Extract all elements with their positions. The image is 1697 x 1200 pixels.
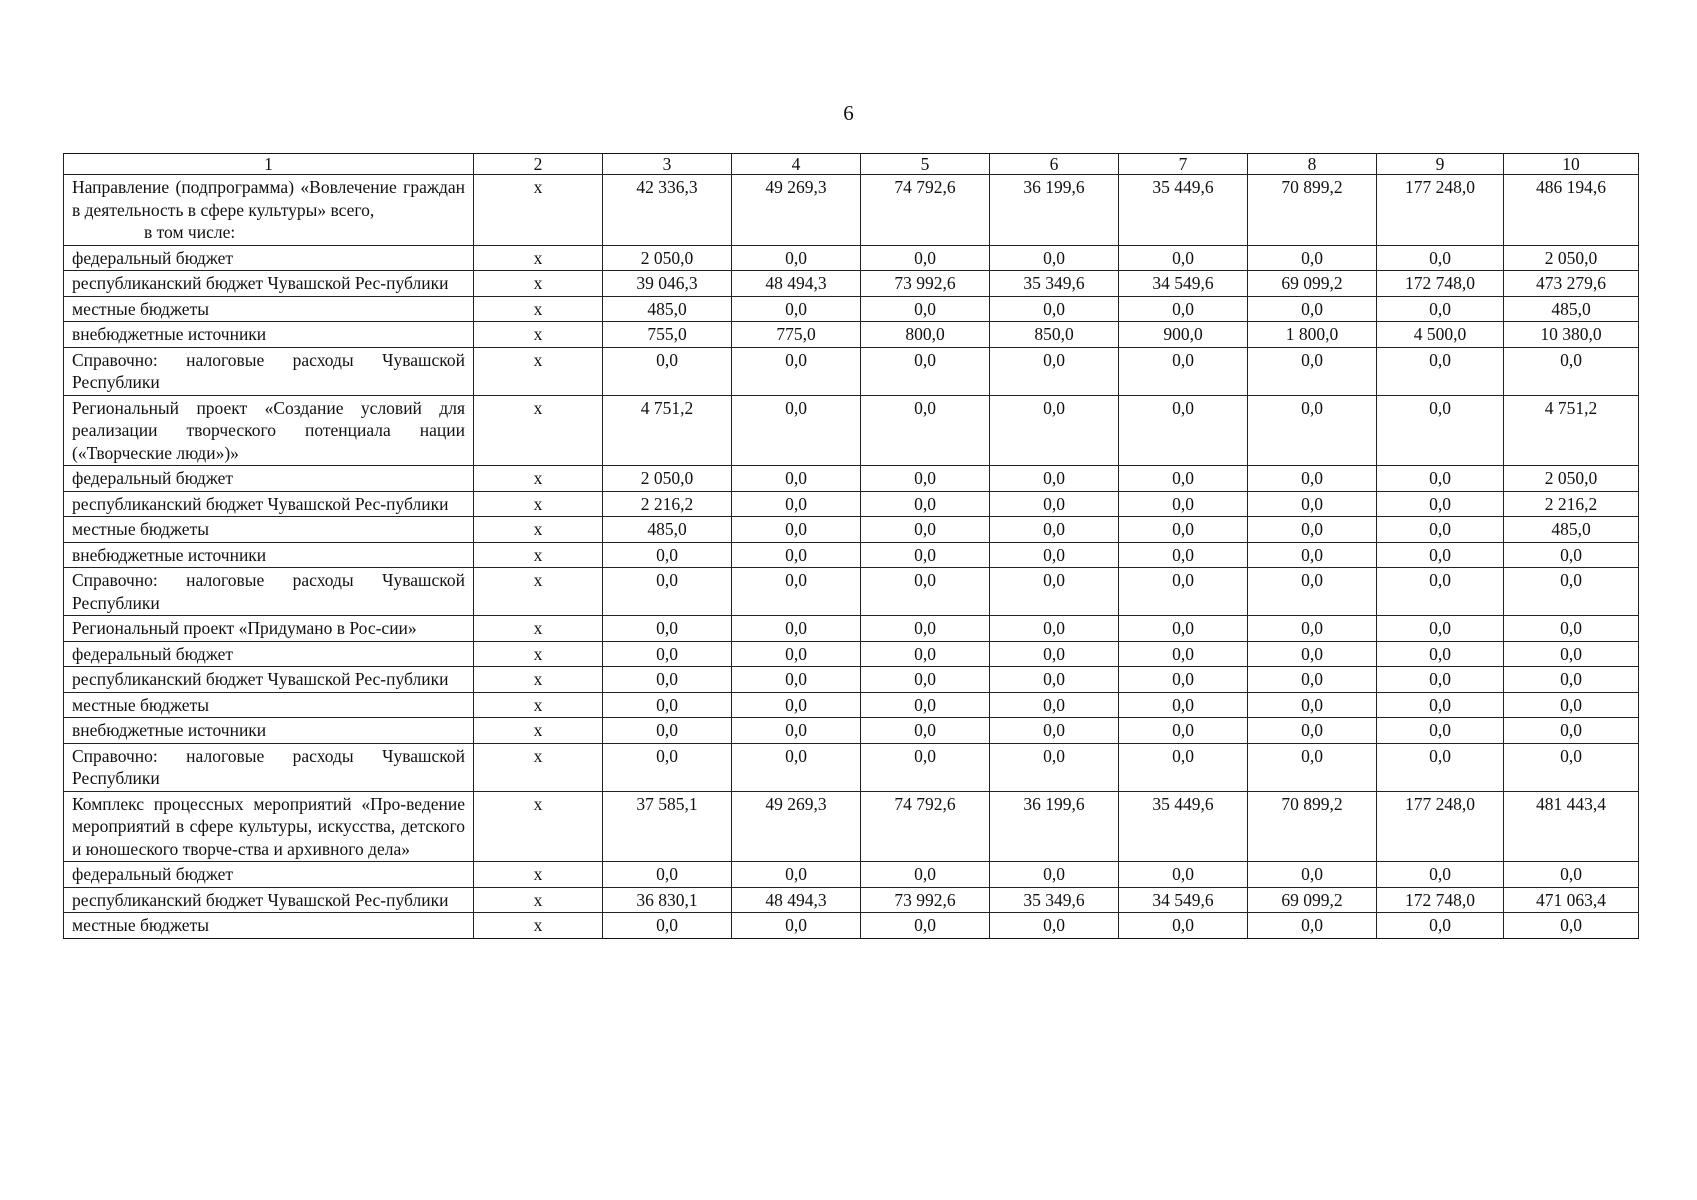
value-cell-col-9: 172 748,0 [1377, 271, 1504, 297]
row-label-text: внебюджетные источники [72, 720, 267, 740]
value-cell-col-8: 0,0 [1248, 347, 1377, 395]
value-cell-col-5: 0,0 [861, 466, 990, 492]
value-cell-col-5: 0,0 [861, 913, 990, 939]
value-cell-col-3: 36 830,1 [603, 887, 732, 913]
value-cell-col-6: 0,0 [990, 395, 1119, 466]
value-cell-col-9: 0,0 [1377, 616, 1504, 642]
column-header-9: 9 [1377, 154, 1504, 175]
value-cell-col-4: 0,0 [732, 491, 861, 517]
value-cell-col-3: 0,0 [603, 692, 732, 718]
row-label-text: федеральный бюджет [72, 864, 234, 884]
column-header-2: 2 [474, 154, 603, 175]
value-cell-col-10: 0,0 [1504, 347, 1639, 395]
value-cell-col-9: 0,0 [1377, 466, 1504, 492]
value-cell-col-10: 0,0 [1504, 568, 1639, 616]
row-label [64, 667, 474, 693]
value-cell-col-3: 37 585,1 [603, 791, 732, 862]
value-cell-col-7: 0,0 [1119, 862, 1248, 888]
row-label-text: Справочно: налоговые расходы Чувашской Республики [72, 745, 465, 788]
row-code: x [474, 296, 603, 322]
value-cell-col-4: 49 269,3 [732, 175, 861, 246]
value-cell-col-7: 0,0 [1119, 542, 1248, 568]
row-label [64, 887, 474, 913]
row-code: x [474, 491, 603, 517]
value-cell-col-9: 0,0 [1377, 692, 1504, 718]
value-cell-col-3: 0,0 [603, 862, 732, 888]
column-header-3: 3 [603, 154, 732, 175]
value-cell-col-6: 36 199,6 [990, 791, 1119, 862]
table-row [64, 568, 1639, 616]
row-label [64, 466, 474, 492]
value-cell-col-7: 0,0 [1119, 491, 1248, 517]
table-row [64, 517, 1639, 543]
row-code: x [474, 791, 603, 862]
value-cell-col-5: 0,0 [861, 641, 990, 667]
row-label-text: местные бюджеты [72, 694, 209, 715]
value-cell-col-6: 850,0 [990, 322, 1119, 348]
value-cell-col-9: 0,0 [1377, 667, 1504, 693]
row-label [64, 641, 474, 667]
value-cell-col-5: 74 792,6 [861, 791, 990, 862]
table-row [64, 466, 1639, 492]
value-cell-col-9: 0,0 [1377, 395, 1504, 466]
value-cell-col-10: 0,0 [1504, 542, 1639, 568]
value-cell-col-5: 0,0 [861, 296, 990, 322]
value-cell-col-10: 2 050,0 [1504, 466, 1639, 492]
column-header-6: 6 [990, 154, 1119, 175]
value-cell-col-7: 0,0 [1119, 641, 1248, 667]
value-cell-col-6: 35 349,6 [990, 271, 1119, 297]
value-cell-col-5: 0,0 [861, 743, 990, 791]
table-row [64, 245, 1639, 271]
value-cell-col-6: 0,0 [990, 667, 1119, 693]
value-cell-col-10: 0,0 [1504, 913, 1639, 939]
value-cell-col-6: 0,0 [990, 296, 1119, 322]
value-cell-col-9: 177 248,0 [1377, 791, 1504, 862]
value-cell-col-7: 0,0 [1119, 568, 1248, 616]
value-cell-col-9: 0,0 [1377, 245, 1504, 271]
row-code: x [474, 887, 603, 913]
row-label [64, 322, 474, 348]
value-cell-col-7: 35 449,6 [1119, 791, 1248, 862]
value-cell-col-9: 0,0 [1377, 347, 1504, 395]
value-cell-col-8: 0,0 [1248, 692, 1377, 718]
table-row [64, 718, 1639, 744]
value-cell-col-7: 0,0 [1119, 245, 1248, 271]
value-cell-col-3: 0,0 [603, 913, 732, 939]
value-cell-col-6: 0,0 [990, 466, 1119, 492]
row-code: x [474, 862, 603, 888]
value-cell-col-6: 35 349,6 [990, 887, 1119, 913]
value-cell-col-4: 0,0 [732, 296, 861, 322]
value-cell-col-4: 775,0 [732, 322, 861, 348]
column-header-5: 5 [861, 154, 990, 175]
value-cell-col-7: 0,0 [1119, 718, 1248, 744]
column-header-7: 7 [1119, 154, 1248, 175]
value-cell-col-8: 0,0 [1248, 542, 1377, 568]
value-cell-col-9: 0,0 [1377, 542, 1504, 568]
value-cell-col-7: 0,0 [1119, 517, 1248, 543]
value-cell-col-3: 0,0 [603, 347, 732, 395]
row-label-text: федеральный бюджет [72, 247, 234, 268]
header-row [64, 154, 1639, 175]
row-label-text: местные бюджеты [72, 519, 209, 539]
value-cell-col-9: 0,0 [1377, 491, 1504, 517]
row-label-text: республиканский бюджет Чувашской Рес-публики [72, 273, 449, 293]
row-label-text: местные бюджеты [72, 915, 209, 935]
row-code: x [474, 743, 603, 791]
value-cell-col-6: 0,0 [990, 641, 1119, 667]
table-row [64, 347, 1639, 395]
table-row [64, 887, 1639, 913]
row-label-text: Справочно: налоговые расходы Чувашской Республики [72, 349, 465, 392]
row-code: x [474, 616, 603, 642]
value-cell-col-10: 0,0 [1504, 862, 1639, 888]
value-cell-col-10: 2 050,0 [1504, 245, 1639, 271]
value-cell-col-7: 0,0 [1119, 913, 1248, 939]
value-cell-col-9: 0,0 [1377, 641, 1504, 667]
value-cell-col-5: 800,0 [861, 322, 990, 348]
value-cell-col-6: 0,0 [990, 347, 1119, 395]
row-code: x [474, 347, 603, 395]
value-cell-col-7: 34 549,6 [1119, 887, 1248, 913]
row-label-text: Комплекс процессных мероприятий «Про-ведение мероприятий в сфере культуры, искусства, детского и юношеского творче-ства и архивного дела» [72, 793, 465, 859]
value-cell-col-10: 0,0 [1504, 616, 1639, 642]
value-cell-col-6: 0,0 [990, 542, 1119, 568]
value-cell-col-8: 0,0 [1248, 718, 1377, 744]
value-cell-col-7: 35 449,6 [1119, 175, 1248, 246]
value-cell-col-3: 4 751,2 [603, 395, 732, 466]
value-cell-col-4: 49 269,3 [732, 791, 861, 862]
row-label [64, 718, 474, 744]
value-cell-col-3: 0,0 [603, 718, 732, 744]
row-code: x [474, 322, 603, 348]
value-cell-col-6: 0,0 [990, 913, 1119, 939]
table-row [64, 616, 1639, 642]
value-cell-col-3: 2 050,0 [603, 245, 732, 271]
value-cell-col-3: 0,0 [603, 743, 732, 791]
value-cell-col-7: 0,0 [1119, 296, 1248, 322]
row-label [64, 347, 474, 395]
row-label [64, 175, 474, 246]
row-label [64, 271, 474, 297]
row-code: x [474, 667, 603, 693]
value-cell-col-4: 0,0 [732, 347, 861, 395]
value-cell-col-4: 0,0 [732, 862, 861, 888]
value-cell-col-6: 0,0 [990, 568, 1119, 616]
value-cell-col-8: 0,0 [1248, 517, 1377, 543]
row-label [64, 743, 474, 791]
row-code: x [474, 175, 603, 246]
value-cell-col-5: 0,0 [861, 568, 990, 616]
row-label-text: республиканский бюджет Чувашской Рес-публики [72, 669, 449, 689]
table-row [64, 791, 1639, 862]
value-cell-col-5: 0,0 [861, 395, 990, 466]
value-cell-col-7: 900,0 [1119, 322, 1248, 348]
value-cell-col-3: 485,0 [603, 296, 732, 322]
row-label-text: федеральный бюджет [72, 643, 234, 664]
value-cell-col-3: 2 050,0 [603, 466, 732, 492]
row-label [64, 245, 474, 271]
row-label-text: внебюджетные источники [72, 544, 267, 565]
value-cell-col-8: 0,0 [1248, 641, 1377, 667]
value-cell-col-4: 0,0 [732, 568, 861, 616]
value-cell-col-8: 70 899,2 [1248, 175, 1377, 246]
table-row [64, 692, 1639, 718]
value-cell-col-10: 486 194,6 [1504, 175, 1639, 246]
value-cell-col-8: 0,0 [1248, 862, 1377, 888]
value-cell-col-8: 0,0 [1248, 568, 1377, 616]
value-cell-col-9: 0,0 [1377, 743, 1504, 791]
column-header-1: 1 [64, 154, 474, 175]
column-header-10: 10 [1504, 154, 1639, 175]
value-cell-col-4: 0,0 [732, 718, 861, 744]
value-cell-col-7: 0,0 [1119, 347, 1248, 395]
value-cell-col-3: 39 046,3 [603, 271, 732, 297]
value-cell-col-4: 0,0 [732, 245, 861, 271]
value-cell-col-10: 0,0 [1504, 667, 1639, 693]
value-cell-col-9: 177 248,0 [1377, 175, 1504, 246]
value-cell-col-4: 0,0 [732, 466, 861, 492]
row-label [64, 913, 474, 939]
value-cell-col-8: 0,0 [1248, 616, 1377, 642]
value-cell-col-5: 0,0 [861, 491, 990, 517]
row-code: x [474, 641, 603, 667]
value-cell-col-9: 4 500,0 [1377, 322, 1504, 348]
value-cell-col-7: 0,0 [1119, 466, 1248, 492]
value-cell-col-8: 0,0 [1248, 395, 1377, 466]
row-label-text: Региональный проект «Создание условий для реализации творческого потенциала нации («Творческие люди»)» [72, 397, 465, 463]
table-row [64, 271, 1639, 297]
value-cell-col-6: 0,0 [990, 245, 1119, 271]
value-cell-col-10: 0,0 [1504, 641, 1639, 667]
row-code: x [474, 692, 603, 718]
row-label [64, 692, 474, 718]
row-label [64, 616, 474, 642]
value-cell-col-8: 0,0 [1248, 491, 1377, 517]
value-cell-col-9: 0,0 [1377, 517, 1504, 543]
budget-table [63, 153, 1639, 939]
value-cell-col-10: 473 279,6 [1504, 271, 1639, 297]
value-cell-col-10: 481 443,4 [1504, 791, 1639, 862]
table-row [64, 491, 1639, 517]
value-cell-col-8: 0,0 [1248, 743, 1377, 791]
value-cell-col-3: 0,0 [603, 542, 732, 568]
value-cell-col-5: 0,0 [861, 692, 990, 718]
value-cell-col-3: 0,0 [603, 641, 732, 667]
value-cell-col-4: 0,0 [732, 641, 861, 667]
value-cell-col-10: 485,0 [1504, 517, 1639, 543]
row-label [64, 862, 474, 888]
value-cell-col-4: 0,0 [732, 542, 861, 568]
value-cell-col-8: 0,0 [1248, 296, 1377, 322]
value-cell-col-5: 0,0 [861, 517, 990, 543]
value-cell-col-5: 73 992,6 [861, 271, 990, 297]
row-sublabel: в том числе: [144, 222, 236, 242]
value-cell-col-10: 4 751,2 [1504, 395, 1639, 466]
value-cell-col-6: 0,0 [990, 692, 1119, 718]
value-cell-col-4: 0,0 [732, 743, 861, 791]
value-cell-col-4: 0,0 [732, 395, 861, 466]
value-cell-col-6: 0,0 [990, 517, 1119, 543]
value-cell-col-5: 0,0 [861, 718, 990, 744]
row-code: x [474, 517, 603, 543]
table-row [64, 322, 1639, 348]
table-row [64, 296, 1639, 322]
value-cell-col-6: 0,0 [990, 743, 1119, 791]
value-cell-col-8: 1 800,0 [1248, 322, 1377, 348]
row-label-text: Направление (подпрограмма) «Вовлечение граждан в деятельность в сфере культуры» всего, [72, 177, 465, 220]
table-row [64, 395, 1639, 466]
value-cell-col-5: 0,0 [861, 667, 990, 693]
value-cell-col-5: 0,0 [861, 245, 990, 271]
row-label-text: республиканский бюджет Чувашской Рес-публики [72, 493, 449, 514]
value-cell-col-4: 48 494,3 [732, 271, 861, 297]
value-cell-col-3: 755,0 [603, 322, 732, 348]
value-cell-col-3: 0,0 [603, 616, 732, 642]
value-cell-col-3: 0,0 [603, 667, 732, 693]
value-cell-col-10: 10 380,0 [1504, 322, 1639, 348]
value-cell-col-5: 0,0 [861, 862, 990, 888]
table-row [64, 862, 1639, 888]
value-cell-col-7: 34 549,6 [1119, 271, 1248, 297]
value-cell-col-4: 48 494,3 [732, 887, 861, 913]
table-row [64, 641, 1639, 667]
value-cell-col-10: 0,0 [1504, 743, 1639, 791]
value-cell-col-10: 2 216,2 [1504, 491, 1639, 517]
row-label [64, 296, 474, 322]
row-code: x [474, 271, 603, 297]
value-cell-col-9: 0,0 [1377, 296, 1504, 322]
value-cell-col-10: 0,0 [1504, 692, 1639, 718]
table-row [64, 913, 1639, 939]
value-cell-col-3: 0,0 [603, 568, 732, 616]
row-label [64, 395, 474, 466]
row-code: x [474, 718, 603, 744]
value-cell-col-10: 485,0 [1504, 296, 1639, 322]
table-row [64, 667, 1639, 693]
row-label-text: Региональный проект «Придумано в Рос-сии» [72, 618, 417, 638]
value-cell-col-10: 0,0 [1504, 718, 1639, 744]
row-label-text: местные бюджеты [72, 298, 209, 319]
row-label [64, 542, 474, 568]
value-cell-col-8: 0,0 [1248, 466, 1377, 492]
value-cell-col-4: 0,0 [732, 616, 861, 642]
value-cell-col-7: 0,0 [1119, 616, 1248, 642]
value-cell-col-7: 0,0 [1119, 692, 1248, 718]
value-cell-col-7: 0,0 [1119, 743, 1248, 791]
value-cell-col-3: 2 216,2 [603, 491, 732, 517]
value-cell-col-5: 0,0 [861, 616, 990, 642]
table-row [64, 743, 1639, 791]
value-cell-col-4: 0,0 [732, 692, 861, 718]
value-cell-col-6: 0,0 [990, 862, 1119, 888]
table-row [64, 542, 1639, 568]
value-cell-col-8: 69 099,2 [1248, 887, 1377, 913]
value-cell-col-7: 0,0 [1119, 395, 1248, 466]
value-cell-col-9: 0,0 [1377, 913, 1504, 939]
row-label [64, 568, 474, 616]
page-number: 6 [843, 101, 854, 125]
value-cell-col-9: 0,0 [1377, 568, 1504, 616]
value-cell-col-5: 0,0 [861, 542, 990, 568]
row-label-text: внебюджетные источники [72, 324, 267, 344]
row-label-text: республиканский бюджет Чувашской Рес-публики [72, 889, 449, 910]
value-cell-col-8: 0,0 [1248, 245, 1377, 271]
value-cell-col-10: 471 063,4 [1504, 887, 1639, 913]
row-label-text: федеральный бюджет [72, 468, 234, 488]
value-cell-col-8: 70 899,2 [1248, 791, 1377, 862]
row-code: x [474, 245, 603, 271]
value-cell-col-9: 0,0 [1377, 718, 1504, 744]
column-header-8: 8 [1248, 154, 1377, 175]
row-label [64, 517, 474, 543]
row-label [64, 491, 474, 517]
value-cell-col-3: 42 336,3 [603, 175, 732, 246]
column-header-4: 4 [732, 154, 861, 175]
value-cell-col-7: 0,0 [1119, 667, 1248, 693]
value-cell-col-5: 74 792,6 [861, 175, 990, 246]
value-cell-col-9: 172 748,0 [1377, 887, 1504, 913]
value-cell-col-8: 0,0 [1248, 667, 1377, 693]
table-body [64, 175, 1639, 939]
row-code: x [474, 395, 603, 466]
row-label [64, 791, 474, 862]
value-cell-col-5: 0,0 [861, 347, 990, 395]
value-cell-col-6: 0,0 [990, 616, 1119, 642]
value-cell-col-8: 0,0 [1248, 913, 1377, 939]
value-cell-col-6: 36 199,6 [990, 175, 1119, 246]
row-code: x [474, 542, 603, 568]
row-code: x [474, 913, 603, 939]
value-cell-col-4: 0,0 [732, 913, 861, 939]
value-cell-col-4: 0,0 [732, 667, 861, 693]
value-cell-col-3: 485,0 [603, 517, 732, 543]
row-code: x [474, 466, 603, 492]
value-cell-col-8: 69 099,2 [1248, 271, 1377, 297]
value-cell-col-9: 0,0 [1377, 862, 1504, 888]
value-cell-col-6: 0,0 [990, 718, 1119, 744]
table-row [64, 175, 1639, 246]
row-label-text: Справочно: налоговые расходы Чувашской Республики [72, 570, 465, 613]
value-cell-col-6: 0,0 [990, 491, 1119, 517]
value-cell-col-5: 73 992,6 [861, 887, 990, 913]
value-cell-col-4: 0,0 [732, 517, 861, 543]
row-code: x [474, 568, 603, 616]
